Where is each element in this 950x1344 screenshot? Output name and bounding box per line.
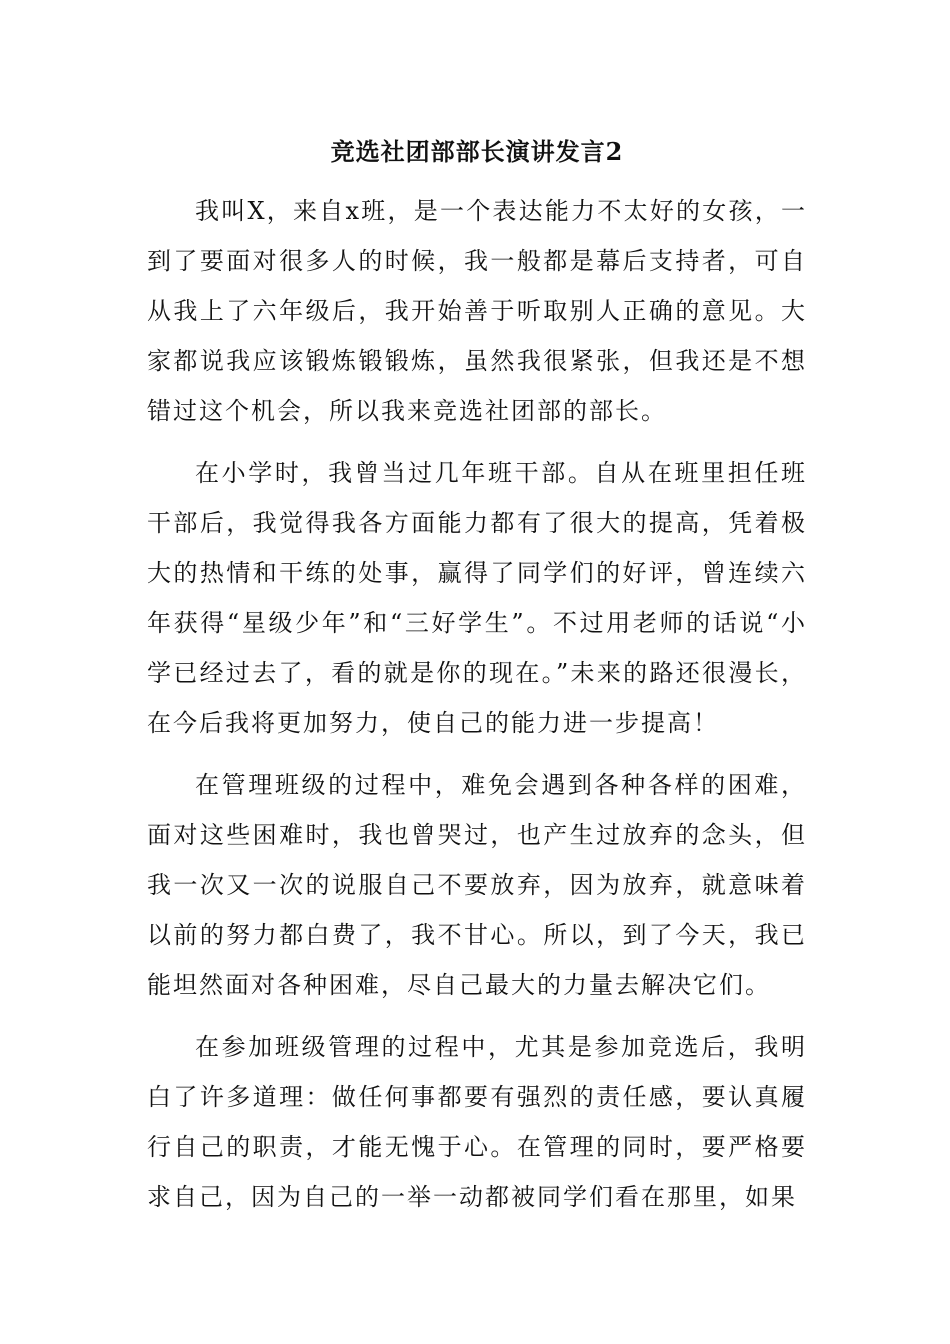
paragraph-1: 我叫X，来自x班，是一个表达能力不太好的女孩，一到了要面对很多人的时候，我一般都是幕后支持者，可自从我上了六年级后，我开始善于听取别人正确的意见。大家都说我应该锻炼锻锻炼，虽然我很紧张，但我还是不想错过这个机会，所以我来竞选社团部的部长。 <box>147 197 807 425</box>
document-body <box>147 132 807 1222</box>
paragraph-3: 在管理班级的过程中，难免会遇到各种各样的困难，面对这些困难时，我也曾哭过，也产生过放弃的念头，但我一次又一次的说服自己不要放弃，因为放弃，就意味着以前的努力都白费了，我不甘心。所以，到了今天，我已能坦然面对各种困难，尽自己最大的力量去解决它们。 <box>147 771 807 999</box>
document-title: 竞选社团部部长演讲发言2 <box>330 137 624 166</box>
paragraph-4: 在参加班级管理的过程中，尤其是参加竞选后，我明白了许多道理：做任何事都要有强烈的责任感，要认真履行自己的职责，才能无愧于心。在管理的同时，要严格要求自己，因为自己的一举一动都被同学们看在那里，如果 <box>147 1033 807 1211</box>
paragraph-2: 在小学时，我曾当过几年班干部。自从在班里担任班干部后，我觉得我各方面能力都有了很大的提高，凭着极大的热情和干练的处事，赢得了同学们的好评，曾连续六年获得“星级少年”和“三好学生”。不过用老师的话说“小学已经过去了，看的就是你的现在。”未来的路还很漫长，在今后我将更加努力，使自己的能力进一步提高！ <box>147 459 807 737</box>
